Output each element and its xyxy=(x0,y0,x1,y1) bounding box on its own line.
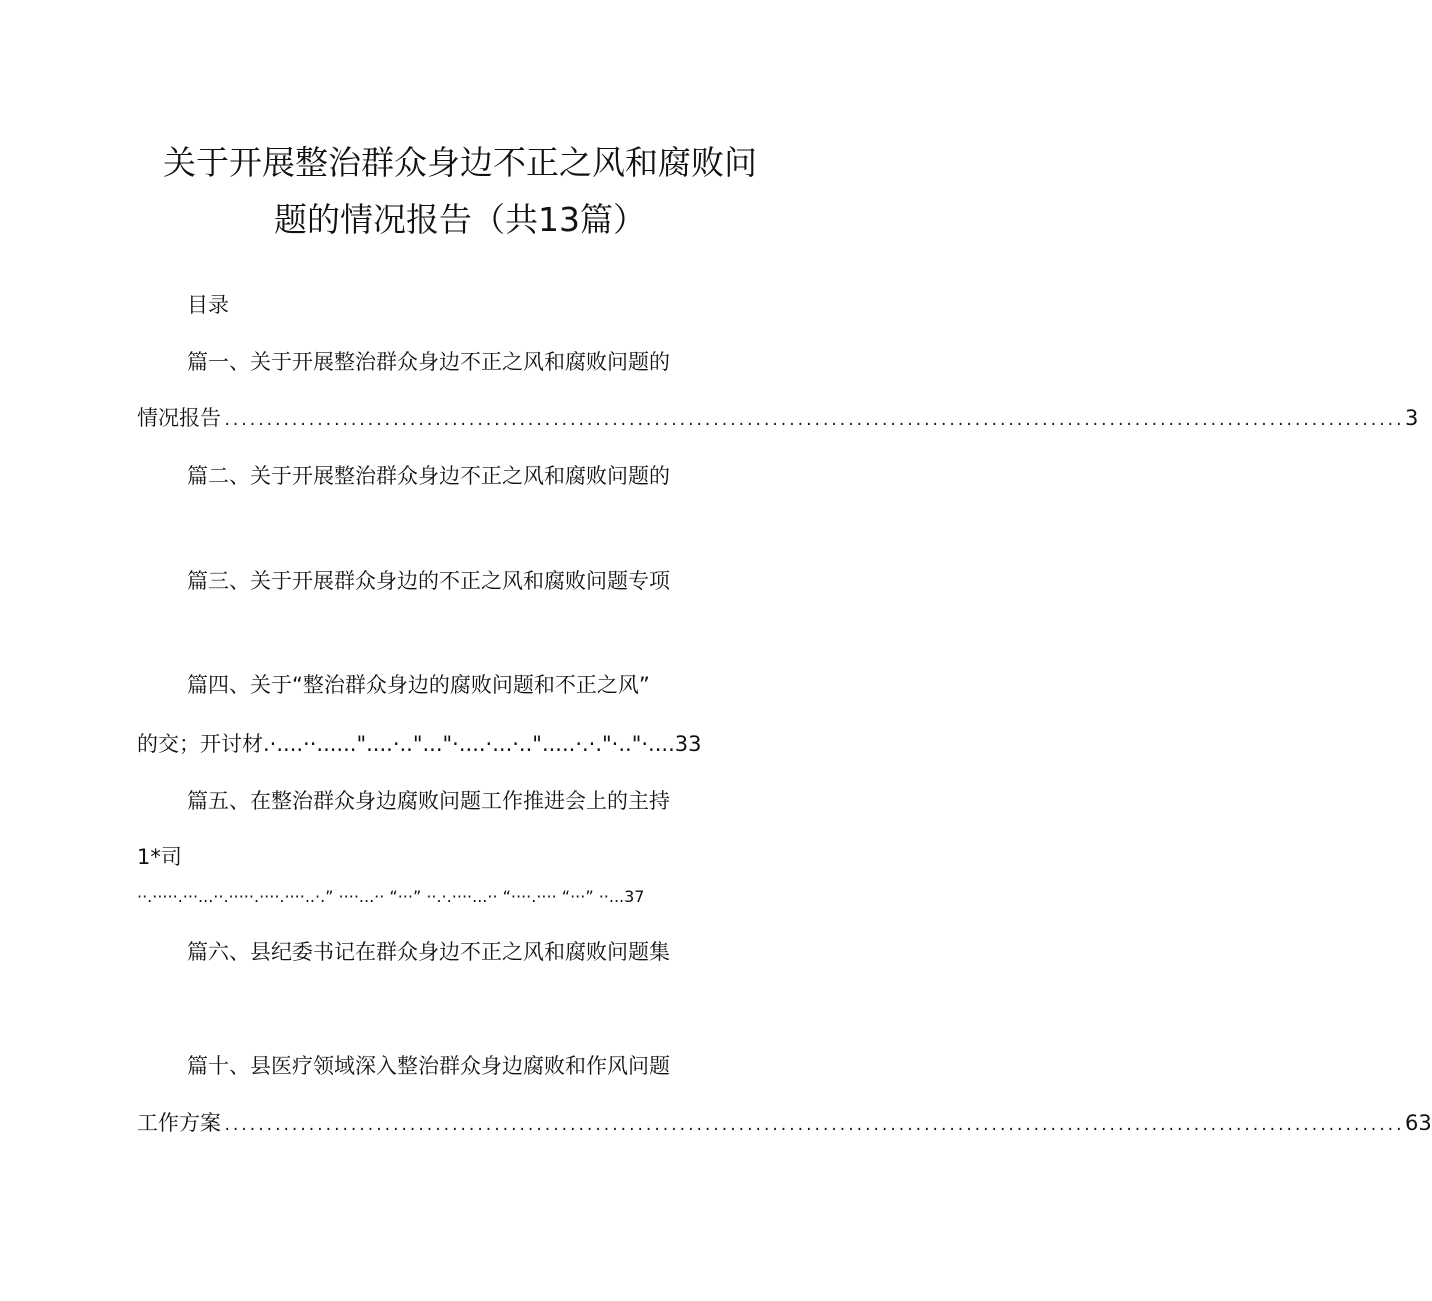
toc-entry-2-title: 篇二、关于开展整治群众身边不正之风和腐败问题的 xyxy=(187,464,670,488)
document-title-line-2: 题的情况报告（共13篇） xyxy=(274,200,646,239)
toc-entry-5-continuation: 1*司 xyxy=(137,845,182,869)
toc-entry-5-title: 篇五、在整治群众身边腐败问题工作推进会上的主持 xyxy=(187,789,670,813)
toc-entry-1-leader xyxy=(137,404,1419,435)
toc-entry-7-leader xyxy=(137,1109,1432,1140)
toc-heading: 目录 xyxy=(187,293,229,317)
toc-entry-7-title: 篇十、县医疗领域深入整治群众身边腐败和作风问题 xyxy=(187,1054,670,1078)
toc-entry-3-title: 篇三、关于开展群众身边的不正之风和腐败问题专项 xyxy=(187,569,670,593)
dot-leader: ............................................................................................................................................ xyxy=(223,1118,1404,1134)
dot-leader: ............................................................................................................................................ xyxy=(223,413,1404,429)
document-title-line-1: 关于开展整治群众身边不正之风和腐败问 xyxy=(163,143,757,182)
toc-entry-1-continuation: 情况报告 xyxy=(137,406,221,430)
toc-entry-4-continuation: 的交；开讨材.·....··......"....·.."..."·....·...·..".....·.·."·.."·....33 xyxy=(137,732,702,756)
toc-entry-1-page: 3 xyxy=(1405,406,1419,430)
toc-entry-1-title: 篇一、关于开展整治群众身边不正之风和腐败问题的 xyxy=(187,350,670,374)
toc-entry-5-leader: ··.·····.···...··.·····.····.····..·.” ····...·· “···” ··.·.····...·· “····.···· “···” ··...37 xyxy=(137,887,645,906)
toc-entry-6-title: 篇六、县纪委书记在群众身边不正之风和腐败问题集 xyxy=(187,940,670,964)
toc-entry-7-page: 63 xyxy=(1405,1111,1432,1135)
toc-entry-7-continuation: 工作方案 xyxy=(137,1111,221,1135)
toc-entry-4-title: 篇四、关于“整治群众身边的腐败问题和不正之风” xyxy=(187,673,650,697)
